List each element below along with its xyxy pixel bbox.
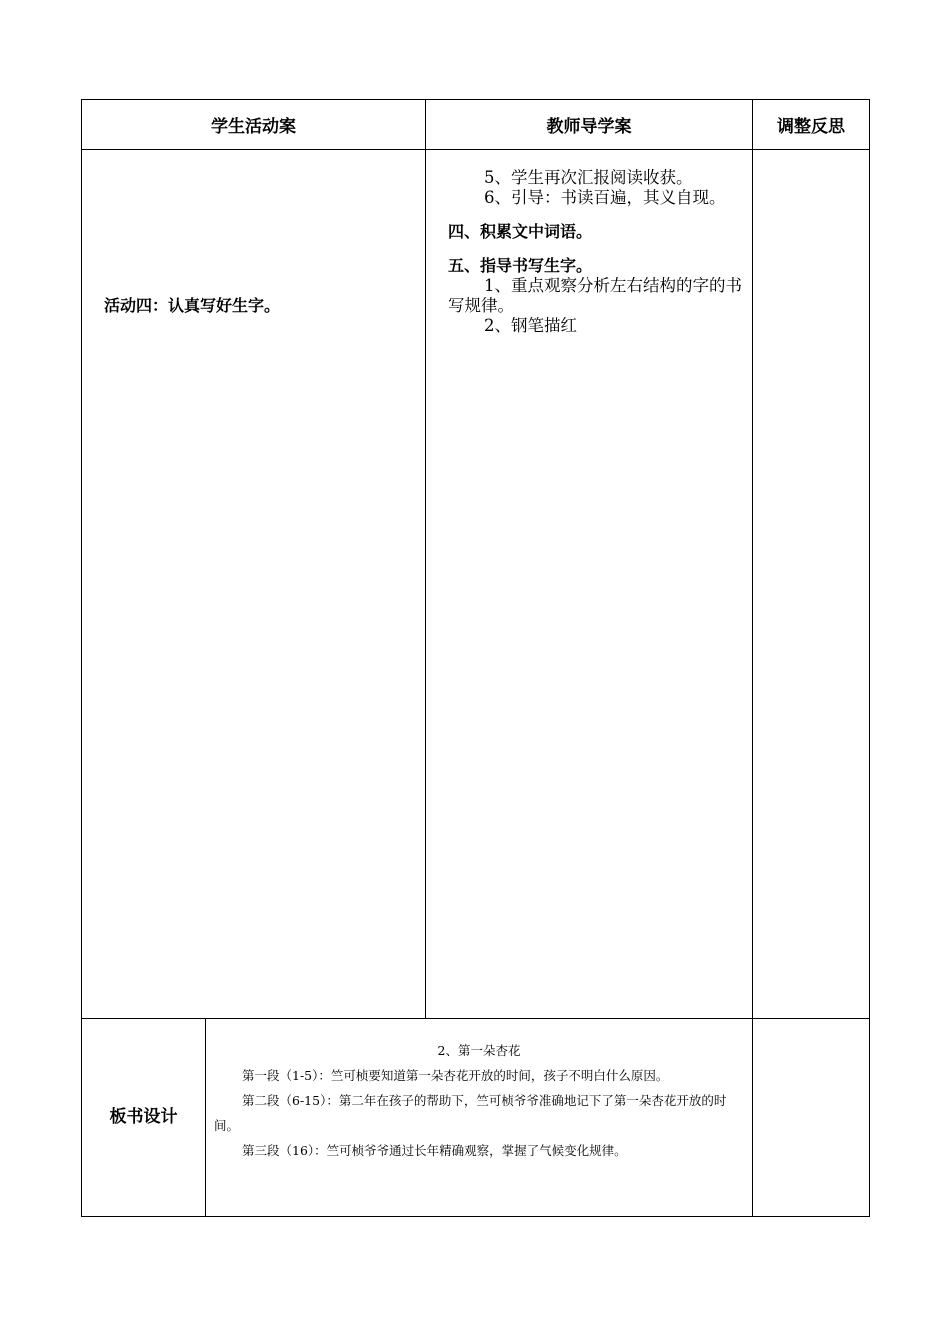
column-divider-teacher-reflection [752,99,753,1217]
board-design-label: 板书设计 [109,1107,178,1127]
teacher-substep-2: 2、钢笔描红 [484,316,577,335]
board-title: 2、第一朵杏花 [437,1043,521,1058]
header-student-activity: 学生活动案 [211,117,296,137]
teacher-step-6: 6、引导：书读百遍，其义自现。 [484,188,726,207]
board-label-divider [205,1018,206,1217]
column-divider-student-teacher [425,99,426,1019]
header-reflection: 调整反思 [777,117,845,137]
teacher-section-4: 四、积累文中词语。 [448,222,593,241]
table-border-right [869,99,870,1217]
student-activity-text: 活动四：认真写好生字。 [104,296,281,315]
board-design-content [214,1038,744,1163]
teacher-step-5: 5、学生再次汇报阅读收获。 [484,168,693,187]
table-border-left [81,99,82,1217]
board-paragraph-3: 第三段（16）：竺可桢爷爷通过长年精确观察，掌握了气候变化规律。 [242,1143,627,1158]
teacher-section-5: 五、指导书写生字。 [448,256,593,275]
header-teacher-guide: 教师导学案 [546,117,632,137]
teacher-guide-content [448,168,746,336]
teacher-substep-1: 1、重点观察分析左右结构的字的书写规律。 [448,276,742,315]
board-paragraph-2: 第二段（6-15）：第二年在孩子的帮助下，竺可桢爷爷准确地记下了第一朵杏花开放的时间。 [214,1093,727,1133]
board-paragraph-1: 第一段（1-5）：竺可桢要知道第一朵杏花开放的时间，孩子不明白什么原因。 [242,1068,669,1083]
